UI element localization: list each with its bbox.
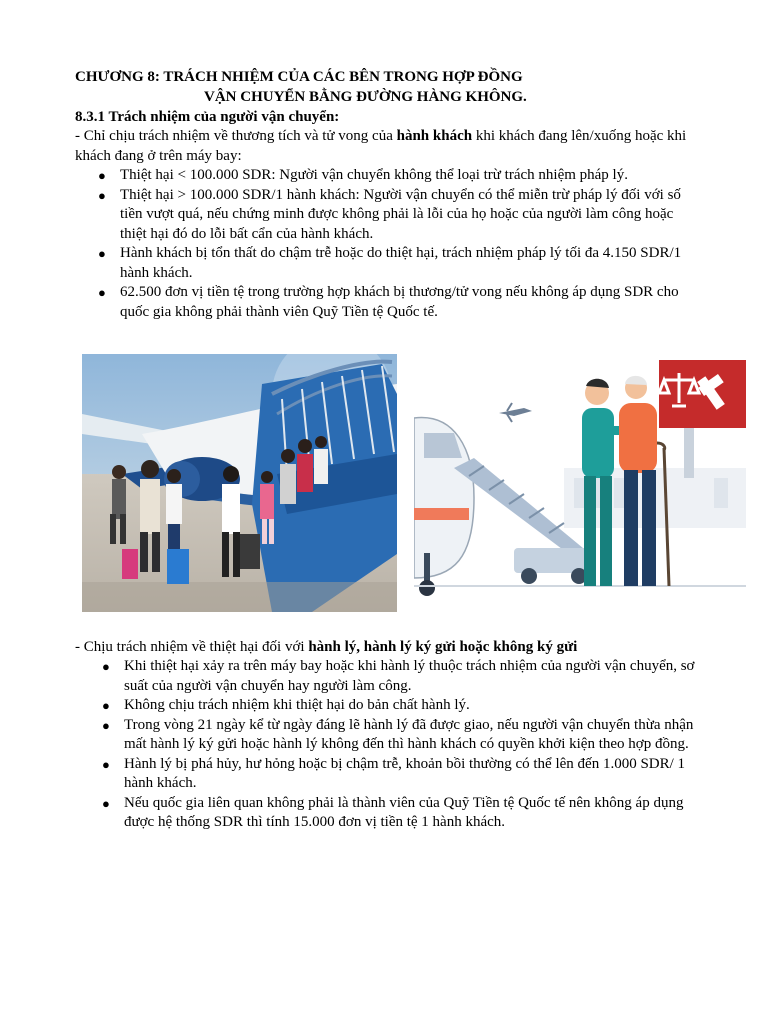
bullet-icon: ● bbox=[98, 187, 106, 203]
paragraph-emphasis: hành lý, hành lý ký gửi hoặc không ký gửi bbox=[308, 639, 578, 655]
boarding-photo bbox=[82, 354, 397, 612]
bullet-icon: ● bbox=[102, 659, 110, 674]
chapter-title-line-1: CHƯƠNG 8: TRÁCH NHIỆM CỦA CÁC BÊN TRONG HỢP ĐỒNG bbox=[75, 69, 523, 85]
bullet-icon: ● bbox=[98, 246, 106, 261]
paragraph-text: - Chịu trách nhiệm về thiệt hại đối với bbox=[75, 639, 309, 655]
list-item-text: Khi thiệt hại xảy ra trên máy bay hoặc khi hành lý thuộc trách nhiệm của người vận chuyển, sơ suất của người vận chuyển hay người làm công. bbox=[124, 658, 695, 694]
list-item-text: Hành lý bị phá hủy, hư hỏng hoặc bị chậm trễ, khoản bồi thường có thể lên đến 1.000 SDR/ 1 hành khách. bbox=[124, 755, 686, 791]
list-item-text: Hành khách bị tổn thất do chậm trễ hoặc do thiệt hại, trách nhiệm pháp lý tối đa 4.150 SDR/1 hành khách. bbox=[120, 245, 682, 281]
list-item bbox=[102, 657, 704, 696]
section-heading: 8.3.1 Trách nhiệm của người vận chuyển: bbox=[75, 109, 340, 125]
list-item-text: 62.500 đơn vị tiền tệ trong trường hợp khách bị thương/tử vong nếu không áp dụng SDR cho quốc gia không phải thành viên Quỹ Tiền tệ Quốc tế. bbox=[120, 284, 679, 320]
chapter-title-line-2: VẬN CHUYỂN BẰNG ĐƯỜNG HÀNG KHÔNG. bbox=[204, 89, 527, 105]
list-item bbox=[102, 794, 704, 833]
bullet-icon: ● bbox=[102, 717, 110, 733]
list-item bbox=[102, 716, 704, 755]
list-item-text: Nếu quốc gia liên quan không phải là thành viên của Quỹ Tiền tệ Quốc tế nên không áp dụng được hệ thống SDR thì tính 15.000 đơn vị tiền tệ 1 hành khách. bbox=[124, 794, 684, 830]
list-item bbox=[98, 166, 700, 186]
bullet-icon: ● bbox=[98, 285, 106, 300]
list-item-text: Trong vòng 21 ngày kể từ ngày đáng lẽ hành lý đã được giao, nếu người vận chuyển thừa nhận mất hành lý ký gửi hoặc hành lý không đến thì hành khách có quyền khởi kiện theo hợp đồng. bbox=[124, 716, 694, 752]
list-item bbox=[98, 186, 700, 245]
list-item-text: Thiệt hại < 100.000 SDR: Người vận chuyển không thể loại trừ trách nhiệm pháp lý. bbox=[120, 167, 628, 183]
paragraph-emphasis: hành khách bbox=[396, 128, 473, 144]
list-item bbox=[98, 283, 700, 322]
list-item-text: Không chịu trách nhiệm khi thiệt hại do bản chất hành lý. bbox=[124, 697, 470, 713]
list-item bbox=[98, 244, 700, 283]
bullet-icon: ● bbox=[102, 698, 110, 713]
bullet-icon: ● bbox=[98, 168, 106, 183]
passenger-liability-list bbox=[98, 166, 700, 322]
baggage-liability-list bbox=[102, 657, 704, 833]
paragraph-passenger-liability bbox=[75, 127, 715, 166]
list-item bbox=[102, 755, 704, 794]
list-item bbox=[102, 696, 704, 716]
paragraph-baggage-liability bbox=[75, 638, 715, 658]
liability-illustration bbox=[414, 358, 746, 600]
bullet-icon: ● bbox=[102, 795, 110, 811]
paragraph-text: khi khách đang lên/xuống hoặc khi khách đang ở trên máy bay: bbox=[75, 128, 687, 164]
list-item-text: Thiệt hại > 100.000 SDR/1 hành khách: Người vận chuyển có thể miễn trừ pháp lý đối với số tiền vượt quá, nếu chứng minh được không phải là lỗi của họ hoặc của người làm công hoặc thiệt hại đó do lỗi bất cẩn của hành khách. bbox=[120, 186, 681, 242]
paragraph-text: - Chỉ chịu trách nhiệm về thương tích và tử vong của bbox=[75, 128, 397, 144]
bullet-icon: ● bbox=[102, 756, 110, 772]
